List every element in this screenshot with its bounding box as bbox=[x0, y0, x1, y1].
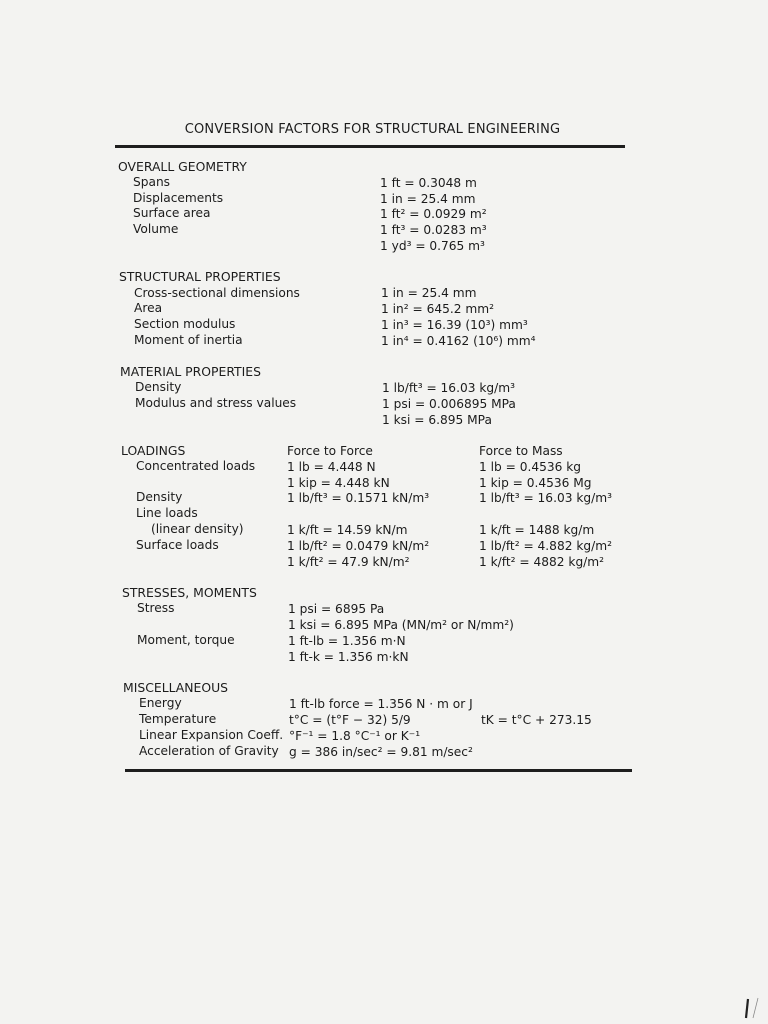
material-properties-heading: MATERIAL PROPERTIES bbox=[120, 364, 261, 379]
area-value: 1 in² = 645.2 mm² bbox=[381, 302, 494, 316]
volume-value-ft: 1 ft³ = 0.0283 m³ bbox=[380, 223, 487, 237]
loadings-heading: LOADINGS bbox=[121, 443, 186, 458]
force-surface-k-value: 1 k/ft² = 47.9 kN/m² bbox=[287, 555, 410, 569]
concentrated-loads-label: Concentrated loads bbox=[136, 459, 256, 473]
temperature-value: t°C = (t°F − 32) 5/9 bbox=[289, 713, 411, 727]
gravity-label: Acceleration of Gravity bbox=[139, 744, 279, 758]
page-mark-glyph bbox=[742, 996, 760, 1020]
linear-density-label: (linear density) bbox=[151, 522, 244, 536]
line-loads-label: Line loads bbox=[136, 506, 198, 520]
density-label: Density bbox=[135, 380, 182, 394]
displacements-label: Displacements bbox=[133, 191, 224, 205]
modulus-ksi-value: 1 ksi = 6.895 MPa bbox=[382, 413, 492, 427]
cross-sectional-label: Cross-sectional dimensions bbox=[134, 286, 300, 300]
kelvin-value: tK = t°C + 273.15 bbox=[481, 713, 592, 727]
force-density-value: 1 lb/ft³ = 0.1571 kN/m³ bbox=[287, 491, 430, 505]
moment-of-inertia-value: 1 in⁴ = 0.4162 (10⁶) mm⁴ bbox=[381, 334, 536, 348]
force-line-value: 1 k/ft = 14.59 kN/m bbox=[287, 523, 408, 537]
page-mark bbox=[742, 996, 760, 1020]
bottom-rule bbox=[125, 769, 632, 772]
spans-value: 1 ft = 0.3048 m bbox=[380, 176, 477, 190]
force-lb-value: 1 lb = 4.448 N bbox=[287, 460, 376, 474]
mass-density-value: 1 lb/ft³ = 16.03 kg/m³ bbox=[479, 491, 612, 505]
miscellaneous-heading: MISCELLANEOUS bbox=[123, 680, 229, 695]
surface-area-label: Surface area bbox=[133, 206, 211, 220]
stresses-moments-heading: STRESSES, MOMENTS bbox=[122, 585, 257, 600]
force-to-force-header: Force to Force bbox=[287, 444, 373, 458]
modulus-label: Modulus and stress values bbox=[135, 396, 297, 410]
mass-surface-lb-value: 1 lb/ft² = 4.882 kg/m² bbox=[479, 539, 612, 553]
moment-ftlb-value: 1 ft-lb = 1.356 m·N bbox=[288, 634, 406, 648]
surface-loads-label: Surface loads bbox=[136, 538, 219, 552]
cross-sectional-value: 1 in = 25.4 mm bbox=[381, 286, 477, 300]
page-title: CONVERSION FACTORS FOR STRUCTURAL ENGINEERING bbox=[184, 122, 561, 137]
area-label: Area bbox=[134, 301, 163, 315]
energy-label: Energy bbox=[139, 696, 182, 710]
linear-expansion-value: °F⁻¹ = 1.8 °C⁻¹ or K⁻¹ bbox=[289, 729, 421, 743]
stress-psi-value: 1 psi = 6895 Pa bbox=[288, 602, 385, 616]
linear-expansion-label: Linear Expansion Coeff. bbox=[139, 728, 284, 742]
mass-kip-value: 1 kip = 0.4536 Mg bbox=[479, 476, 592, 490]
section-modulus-value: 1 in³ = 16.39 (10³) mm³ bbox=[381, 318, 528, 332]
stress-label: Stress bbox=[137, 601, 175, 615]
modulus-psi-value: 1 psi = 0.006895 MPa bbox=[382, 397, 516, 411]
structural-properties-heading: STRUCTURAL PROPERTIES bbox=[119, 269, 281, 284]
volume-value-yd: 1 yd³ = 0.765 m³ bbox=[380, 239, 485, 253]
mass-surface-k-value: 1 k/ft² = 4882 kg/m² bbox=[479, 555, 605, 569]
section-modulus-label: Section modulus bbox=[134, 317, 236, 331]
surface-area-value: 1 ft² = 0.0929 m² bbox=[380, 207, 487, 221]
loadings-density-label: Density bbox=[136, 490, 183, 504]
force-kip-value: 1 kip = 4.448 kN bbox=[287, 476, 390, 490]
moment-ftk-value: 1 ft-k = 1.356 m·kN bbox=[288, 650, 409, 664]
spans-label: Spans bbox=[133, 175, 171, 189]
displacements-value: 1 in = 25.4 mm bbox=[380, 192, 476, 206]
gravity-value: g = 386 in/sec² = 9.81 m/sec² bbox=[289, 745, 473, 759]
moment-torque-label: Moment, torque bbox=[137, 633, 235, 647]
energy-value: 1 ft-lb force = 1.356 N · m or J bbox=[289, 697, 473, 711]
stress-ksi-value: 1 ksi = 6.895 MPa (MN/m² or N/mm²) bbox=[288, 618, 514, 632]
overall-geometry-heading: OVERALL GEOMETRY bbox=[118, 159, 247, 174]
mass-lb-value: 1 lb = 0.4536 kg bbox=[479, 460, 582, 474]
top-rule bbox=[115, 145, 625, 148]
force-surface-lb-value: 1 lb/ft² = 0.0479 kN/m² bbox=[287, 539, 430, 553]
force-to-mass-header: Force to Mass bbox=[479, 444, 563, 458]
volume-label: Volume bbox=[133, 222, 179, 236]
temperature-label: Temperature bbox=[139, 712, 217, 726]
moment-of-inertia-label: Moment of inertia bbox=[134, 333, 243, 347]
mass-line-value: 1 k/ft = 1488 kg/m bbox=[479, 523, 595, 537]
density-value: 1 lb/ft³ = 16.03 kg/m³ bbox=[382, 381, 515, 395]
